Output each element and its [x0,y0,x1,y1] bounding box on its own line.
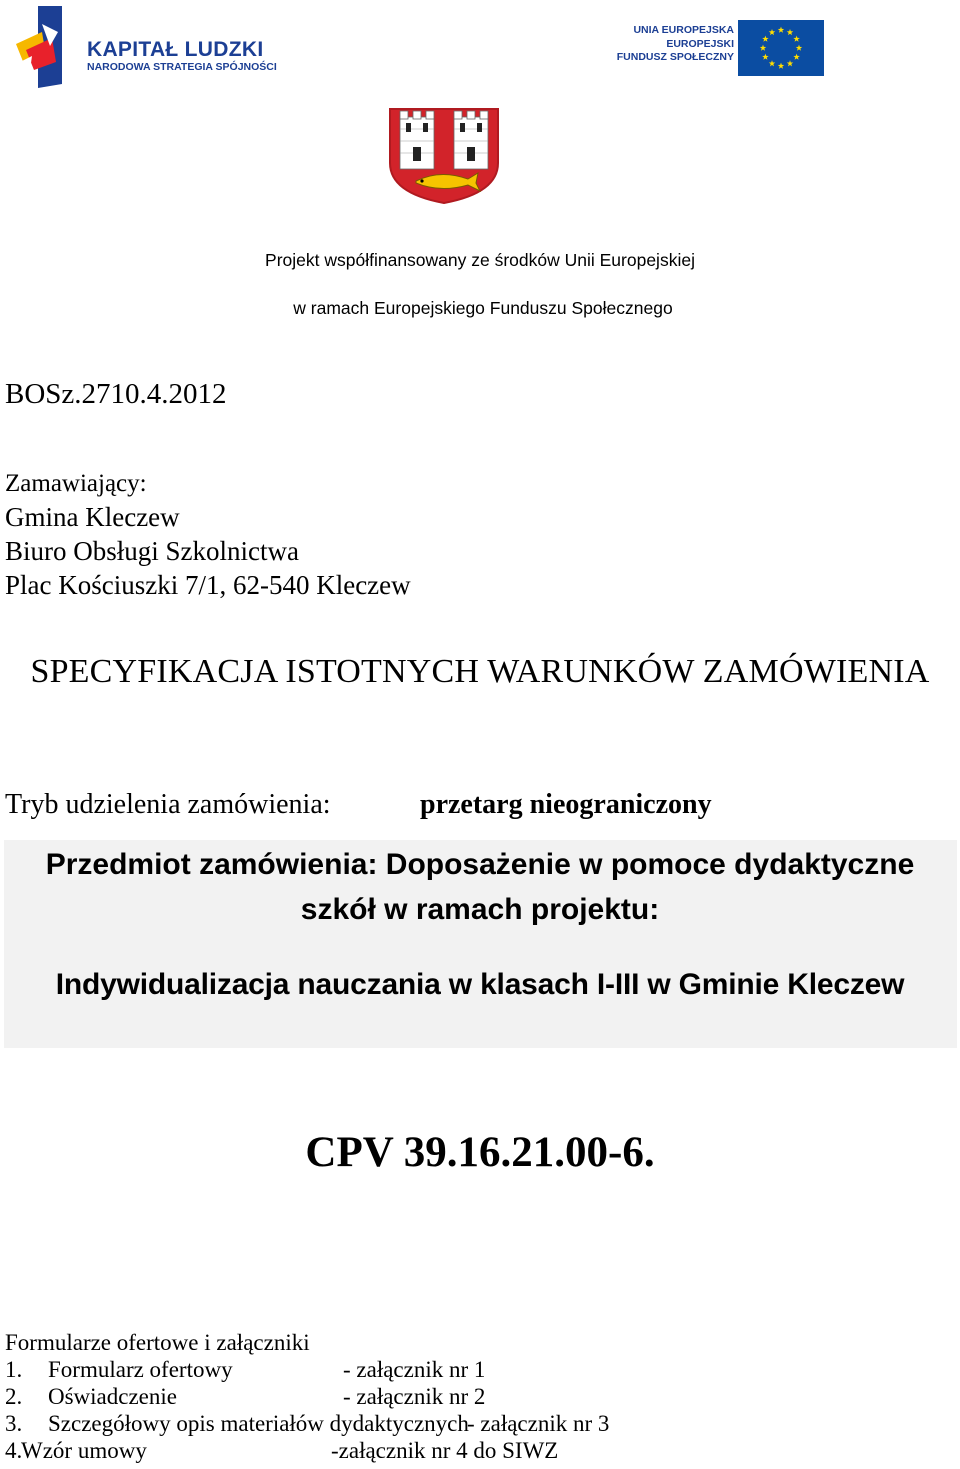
coat-of-arms-icon [388,107,500,205]
eu-logo-line-1: UNIA EUROPEJSKA [633,24,734,36]
subject-line-2: szkół w ramach projektu: [300,893,660,926]
eu-logo-text [617,24,734,65]
list-item-annex: - załącznik nr 1 [343,1357,486,1382]
eu-logo [616,20,824,76]
buyer-label: Zamawiający: [5,470,147,497]
document-title: SPECYFIKACJA ISTOTNYCH WARUNKÓW ZAMÓWIENIA [30,653,930,690]
list-item-number: 2. [5,1384,23,1409]
buyer-name: Gmina Kleczew [5,502,180,532]
reference-number: BOSz.2710.4.2012 [5,378,227,410]
buyer-address: Plac Kościuszki 7/1, 62-540 Kleczew [5,570,411,600]
list-item-annex: - załącznik nr 2 [343,1384,486,1409]
kapital-ludzki-emblem-icon [12,4,72,90]
list-item-number: 4. [5,1438,23,1463]
list-item-number: 1. [5,1357,23,1382]
list-item-annex: -załącznik nr 4 do SIWZ [331,1438,559,1463]
procedure-value: przetarg nieograniczony [420,789,712,820]
kapital-ludzki-title: KAPITAŁ LUDZKI [87,38,264,61]
procedure-label: Tryb udzielenia zamówienia: [5,789,331,820]
kapital-ludzki-logo [12,4,282,90]
eu-logo-line-3: FUNDUSZ SPOŁECZNY [616,51,734,63]
eu-logo-line-2: EUROPEJSKI [666,37,734,50]
subject-line-1: Przedmiot zamówienia: Doposażenie w pomoce dydaktyczne [45,848,915,881]
list-item-name: Szczegółowy opis materiałów dydaktycznych [48,1411,469,1436]
cpv-code: CPV 39.16.21.00-6. [305,1129,655,1176]
cofinancing-line-2: w ramach Europejskiego Funduszu Społecznego [293,298,673,318]
cofinancing-line-1: Projekt współfinansowany ze środków Unii Europejskiej [265,250,695,270]
kapital-ludzki-subtitle: NARODOWA STRATEGIA SPÓJNOŚCI [87,61,277,73]
subject-line-3: Indywidualizacja nauczania w klasach I-III w Gminie Kleczew [55,968,905,1001]
list-item-number: 3. [5,1411,23,1436]
list-item-annex: - załącznik nr 3 [467,1411,610,1436]
attachments-title: Formularze ofertowe i załączniki [5,1330,310,1355]
list-item-name: Wzór umowy [21,1438,147,1463]
buyer-office: Biuro Obsługi Szkolnictwa [5,536,299,566]
list-item-name: Oświadczenie [48,1384,177,1409]
list-item-name: Formularz ofertowy [48,1357,233,1382]
eu-flag-icon [738,20,824,76]
